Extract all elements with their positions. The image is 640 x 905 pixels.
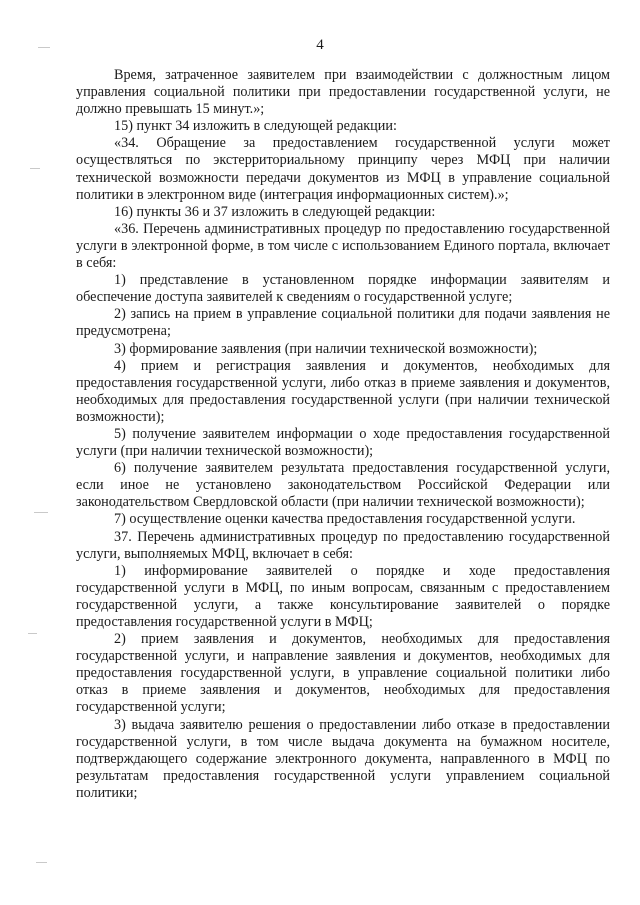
paragraph: 6) получение заявителем результата предоставления государственной услуги, если иное не установлено законодательством Российской Федерации или законодательством Свердловской области (при наличии технической возможности); <box>76 460 610 511</box>
scan-artifact <box>30 168 40 169</box>
paragraph: 4) прием и регистрация заявления и документов, необходимых для предоставления государственной услуги, либо отказ в приеме заявления и документов, необходимых для предоставления государственной услуги (при наличии технической возможности); <box>76 357 610 425</box>
paragraph: 2) запись на прием в управление социальной политики для подачи заявления не предусмотрена; <box>76 306 610 340</box>
paragraph: 37. Перечень административных процедур по предоставлению государственной услуги, выполняемых МФЦ, включает в себя: <box>76 528 610 562</box>
paragraph: «36. Перечень административных процедур по предоставлению государственной услуги в электронной форме, в том числе с использованием Единого портала, включает в себя: <box>76 220 610 272</box>
paragraph: 3) формирование заявления (при наличии технической возможности); <box>114 340 538 357</box>
paragraph: 1) представление в установленном порядке информации заявителям и обеспечение доступа заявителей к сведениям о государственной услуге; <box>76 272 610 306</box>
paragraph: 15) пункт 34 изложить в следующей редакции: <box>114 118 397 135</box>
paragraph: 7) осуществление оценки качества предоставления государственной услуги. <box>114 511 576 528</box>
paragraph: «34. Обращение за предоставлением государственной услуги может осуществляться по экстерриториальному принципу через МФЦ при наличии технической возможности передачи документов из МФЦ в управление социальной политики в электронном виде (интеграция информационных систем).»; <box>76 135 610 203</box>
scan-artifact <box>28 633 37 634</box>
scan-artifact <box>34 512 48 513</box>
paragraph: 3) выдача заявителю решения о предоставлении либо отказе в предоставлении государственной услуги, в том числе выдача документа на бумажном носителе, подтверждающего содержание электронного документа, направленного в МФЦ по результатам предоставления государственной услуги управлением социальной политики; <box>76 716 610 801</box>
paragraph: 2) прием заявления и документов, необходимых для предоставления государственной услуги, и направление заявления и документов, необходимых для предоставления государственной услуги, в управление социальной политики либо отказ в приеме заявления и документов, необходимых для предоставления государственной услуги; <box>76 631 610 716</box>
paragraph: Время, затраченное заявителем при взаимодействии с должностным лицом управления социальной политики при предоставлении государственной услуги, не должно превышать 15 минут.»; <box>76 67 610 118</box>
page-number: 4 <box>316 37 324 53</box>
paragraph: 5) получение заявителем информации о ходе предоставления государственной услуги (при наличии технической возможности); <box>76 425 610 460</box>
scan-artifact <box>36 862 47 863</box>
document-body <box>76 67 610 802</box>
paragraph: 16) пункты 36 и 37 изложить в следующей редакции: <box>114 203 436 220</box>
paragraph: 1) информирование заявителей о порядке и ходе предоставления государственной услуги в МФЦ, по иным вопросам, связанным с предоставлением государственной услуги, а также консультирование заявителей о порядке предоставления государственной услуги в МФЦ; <box>76 562 610 630</box>
